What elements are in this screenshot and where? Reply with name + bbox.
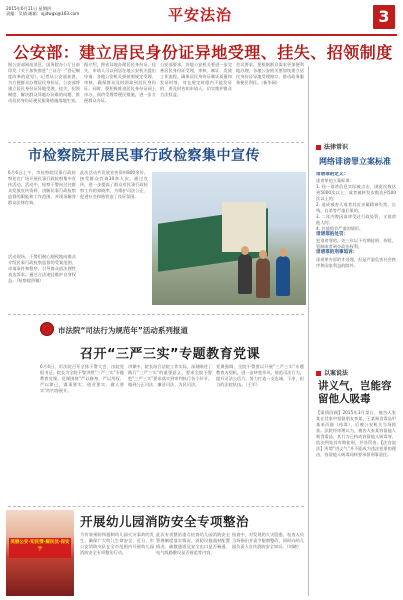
person-head <box>241 246 249 255</box>
story4-headline: 开展幼儿园消防安全专项整治 <box>80 514 250 529</box>
dateline-line: 2015年6月11日 星期四 <box>6 6 52 11</box>
tag-square-icon <box>316 371 321 376</box>
law-item: 1. 同一诽谤信息实际被点击、浏览次数达到5000次以上，或者被转发次数达到500次以上的； <box>316 184 396 202</box>
series-label: 市法院“司法行为规范年”活动系列报道 <box>58 326 188 335</box>
law-tag <box>316 142 348 151</box>
story2-col-1-continued: 活动现场，干警们耐心细致地向群众介绍民事行政检察监督的受案范围、申请条件和程序，引导群众依法理性表达诉求，通过合法途径维护自身权益。（检察院供稿） <box>8 254 76 283</box>
story2-headline: 市检察院开展民事行政检察集中宣传 <box>28 148 260 164</box>
lead-col-1: 据公安部网站消息，国务院办公厅日前印发《关于加快推进“三证合一”登记制度改革的意见》。记者从公安部获悉，为方便群众办理居民身份证，公安部将建立居民身份证异地受理、挂失、招领制度，解决群众异地办证难的问题，推动居民身份证便民服务措施落地生效。 <box>8 62 80 103</box>
law-tag-label: 法律常识 <box>324 144 349 151</box>
law-item: 3. 二年内曾因诽谤受过行政处罚，又诽谤他人的； <box>316 214 396 226</box>
law-item: 诽谤罪告诉的才处理，但是严重危害社会秩序和国家利益的除外。 <box>316 256 396 268</box>
display-board-panel <box>222 202 266 252</box>
law-item: 2. 造成被害人或者其近亲属精神失常、自残、自杀等严重后果的； <box>316 202 396 214</box>
divider <box>8 506 304 507</box>
person-head <box>279 248 287 257</box>
lead-col-3: 公安部要求，各地公安机关要进一步完善居民身份证受理、审核、制证、发放工作流程，确保居民身份证制证质量和发证时效，对在规定时限内不能发证的，要及时告知申请人，切实维护群众合法权益。 <box>160 62 232 97</box>
law-item: 犯诽谤罪的，处三年以下有期徒刑、拘役、管制或者剥夺政治权利。 <box>316 238 396 250</box>
series-col-1: 6月4日，市法院召开全体干警大会，由院党组书记、院长为全院干警讲授“三严三实”专题教育党课。党课围绕“严以修身、严以用权、严以律己，谋事要实、创业要实、做人要实”的内容展开。 <box>40 364 124 393</box>
section-title: 平安法治 <box>168 6 233 24</box>
dateline <box>6 6 116 17</box>
sidebar-divider <box>308 66 309 596</box>
divider <box>8 142 304 143</box>
story4-col-3: 检查中，对发现的火灾隐患，检查人员当场指出并责令限期整改，同时向幼儿园负责人宣传消防安全知识。（刘晓） <box>232 532 304 549</box>
opinion-text: 【案情回顾】2015年3月某日，被告人张某在其家中容留朋友李某、王某吸食毒品甲基苯丙胺（冰毒），后被公安机关当场抓获。法院经审理认为，被告人张某容留他人吸食毒品，其行为已构成容留他人吸毒罪，依法判处其有期徒刑，并处罚金。【法官说法】所谓“讲义气”并不能成为违法犯罪的理由，容留他人吸毒同样要承担刑事责任。 <box>316 410 396 457</box>
story2-col-1: 6月6日上午，市检察院民事行政检察处在广场开展民事行政检察集中宣传活动。活动中，检察干警向过往群众发放宣传资料，讲解民事行政检察监督的职能和工作范围，并现场解答群众法律咨询。 <box>8 170 76 205</box>
law-items <box>316 172 396 368</box>
opinion-tag-label: 以案说法 <box>324 370 349 377</box>
tag-square-icon <box>316 145 321 150</box>
opinion-tag <box>316 368 348 377</box>
law-item: 4. 其他情节严重的情形。 <box>316 226 364 232</box>
law-headline: 网络诽谤罪立案标准 <box>319 157 391 166</box>
masthead-rule <box>6 34 397 36</box>
lead-col-2: 据介绍，跨省异地办理居民身份证、挂失，申请人可以到居住地公安机关提出申请，各地公安机关要按照规定受理、审核，确保群众及时领取到居民身份证。同时，要积极推进居民身份证网上申办、预约受理等便民措施，进一步方便群众办证。 <box>84 62 156 103</box>
lead-col-4: 会议要求，要根据群众需求更加便利地办理，各地公安机关要加快建立居民身份证异地受理窗口，推动政务服务便民利民。（新华网） <box>236 62 304 85</box>
court-emblem-icon <box>40 322 54 336</box>
story2-col-2: 此次活动共发放宣传资料800余份，接受群众咨询30余人次。通过宣传，进一步提高了群众对民事行政检察工作的知晓率，为维护司法公正、促进社会和谐营造了良好氛围。 <box>80 170 148 199</box>
masthead <box>0 0 403 34</box>
person-head <box>259 250 267 259</box>
law-item: 诽谤罪的刑事追诉： <box>316 250 358 256</box>
opinion-headline: 讲义气，岂能容留他人吸毒 <box>318 380 392 405</box>
page-number: 3 <box>373 5 395 29</box>
lead-headline: 公安部：建立居民身份证异地受理、挂失、招领制度 <box>13 43 393 62</box>
person-figure <box>238 254 252 294</box>
law-item: 诽谤罪的定义： <box>316 172 349 177</box>
dateline-line: 责编：吴倩 邮箱：xjjdwgx@163.com <box>6 11 80 17</box>
divider <box>8 314 304 315</box>
police-rally-photo <box>6 510 74 596</box>
person-figure <box>256 258 270 298</box>
photo-banner: 美丽公安·知民情·解民忧·保安宁 <box>9 538 71 558</box>
story4-col-1: 为有效预防和遏制幼儿园火灾事故的发生，确保广大幼儿生命安全，近日，市公安消防支队在全市范围内开展幼儿园消防安全专项整治行动。 <box>80 532 154 555</box>
law-item: 诽谤罪的立案标准： <box>316 178 354 184</box>
series-headline: 召开“三严三实”专题教育党课 <box>80 347 261 362</box>
person-figure <box>276 256 290 296</box>
story4-col-2: 此次专项整治重点检查幼儿园消防安全管理制度落实情况、消防设施器材配置情况、疏散通道及安全出口是否畅通、电气线路敷设是否规范等内容。 <box>156 532 230 555</box>
law-item: 诽谤罪的处罚： <box>316 232 349 238</box>
series-col-2: 讲课中，院长结合法院工作实际，深刻阐述了践行“三严三实”的重要意义，要求全院干警把“三严三实”要求落实到审判执行各个环节，做到公正司法、廉洁司法、为民司法。 <box>128 364 212 387</box>
series-col-3: 党课强调，全院干警要以开展“三严三实”专题教育为契机，进一步转变作风，规范司法行为，提升司法公信力，努力打造一支忠诚、干净、担当的法院队伍。（王军） <box>216 364 304 387</box>
exhibition-photo <box>152 172 306 305</box>
